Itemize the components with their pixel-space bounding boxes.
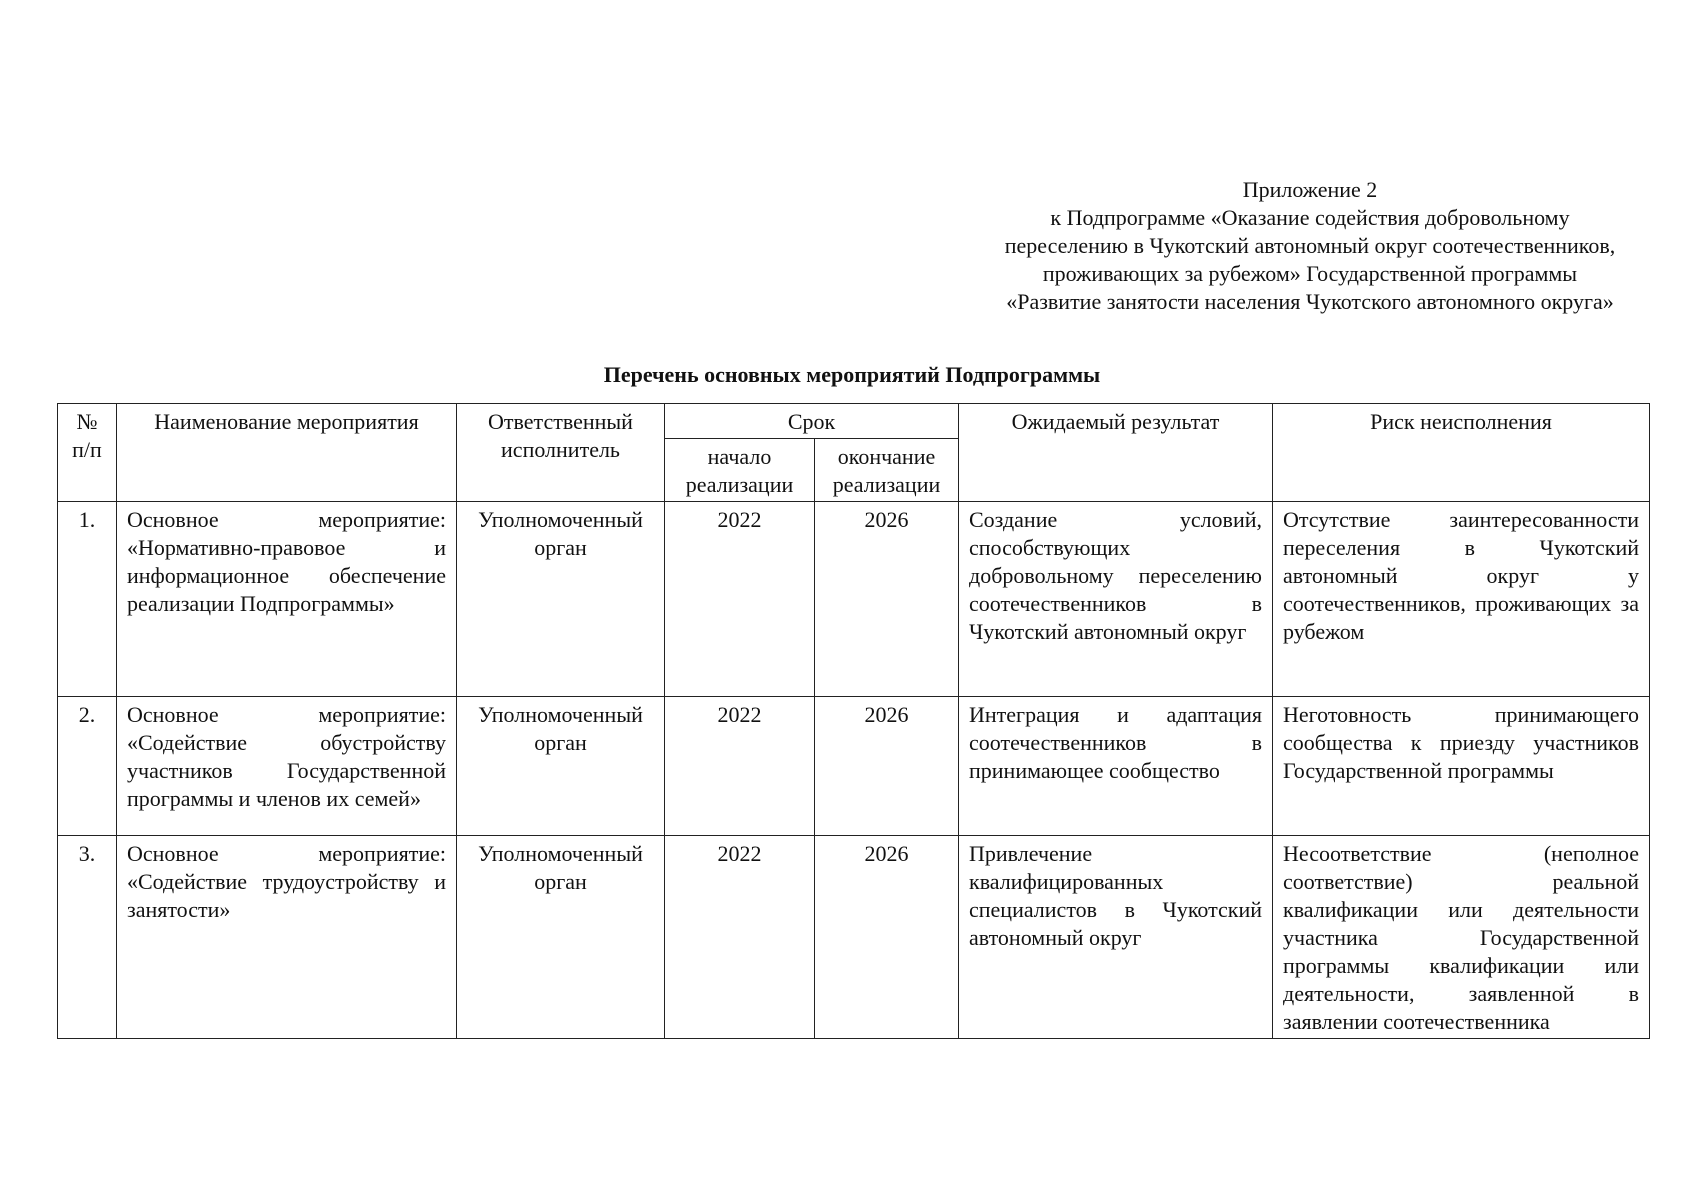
header-executor: Ответственный исполнитель	[457, 404, 665, 502]
row-end: 2026	[815, 836, 959, 1039]
row-name: Основное мероприятие: «Нормативно-правовое и информационное обеспечение реализации Подпрограммы»	[117, 502, 457, 697]
row-risk: Отсутствие заинтересованности переселения в Чукотский автономный округ у соотечественников, проживающих за рубежом	[1273, 502, 1650, 697]
row-start: 2022	[665, 502, 815, 697]
table-header-row	[58, 404, 1650, 439]
header-name: Наименование мероприятия	[117, 404, 457, 502]
row-end: 2026	[815, 502, 959, 697]
appendix-line: «Развитие занятости населения Чукотского автономного округа»	[1006, 289, 1614, 314]
row-executor: Уполномоченный орган	[457, 836, 665, 1039]
row-num: 2.	[58, 697, 117, 836]
measures-table	[57, 403, 1650, 1039]
header-risk: Риск неисполнения	[1273, 404, 1650, 502]
row-result: Интеграция и адаптация соотечественников в принимающее сообщество	[959, 697, 1273, 836]
appendix-line: Приложение 2	[1242, 177, 1378, 202]
appendix-line: переселению в Чукотский автономный округ соотечественников,	[1004, 233, 1616, 258]
appendix-line: к Подпрограмме «Оказание содействия добровольному	[1050, 205, 1570, 230]
table-row	[58, 502, 1650, 697]
row-result: Привлечение квалифицированных специалистов в Чукотский автономный округ	[959, 836, 1273, 1039]
header-start: начало реализации	[665, 439, 815, 502]
table-row	[58, 697, 1650, 836]
table-row	[58, 836, 1650, 1039]
row-start: 2022	[665, 836, 815, 1039]
row-result: Создание условий, способствующих добровольному переселению соотечественников в Чукотский автономный округ	[959, 502, 1273, 697]
row-risk: Неготовность принимающего сообщества к приезду участников Государственной программы	[1273, 697, 1650, 836]
row-end: 2026	[815, 697, 959, 836]
appendix-line: проживающих за рубежом» Государственной программы	[1042, 261, 1578, 286]
header-num: № п/п	[58, 404, 117, 502]
header-end: окончание реализации	[815, 439, 959, 502]
document-title: Перечень основных мероприятий Подпрограммы	[603, 362, 1101, 387]
row-executor: Уполномоченный орган	[457, 502, 665, 697]
row-num: 1.	[58, 502, 117, 697]
header-term: Срок	[665, 404, 959, 439]
appendix-header	[930, 176, 1690, 316]
row-start: 2022	[665, 697, 815, 836]
row-name: Основное мероприятие: «Содействие трудоустройству и занятости»	[117, 836, 457, 1039]
row-num: 3.	[58, 836, 117, 1039]
row-executor: Уполномоченный орган	[457, 697, 665, 836]
header-result: Ожидаемый результат	[959, 404, 1273, 502]
row-name: Основное мероприятие: «Содействие обустройству участников Государственной программы и членов их семей»	[117, 697, 457, 836]
row-risk: Несоответствие (неполное соответствие) реальной квалификации или деятельности участника Государственной программы квалификации или деятельности, заявленной в заявлении соотечественника	[1273, 836, 1650, 1039]
